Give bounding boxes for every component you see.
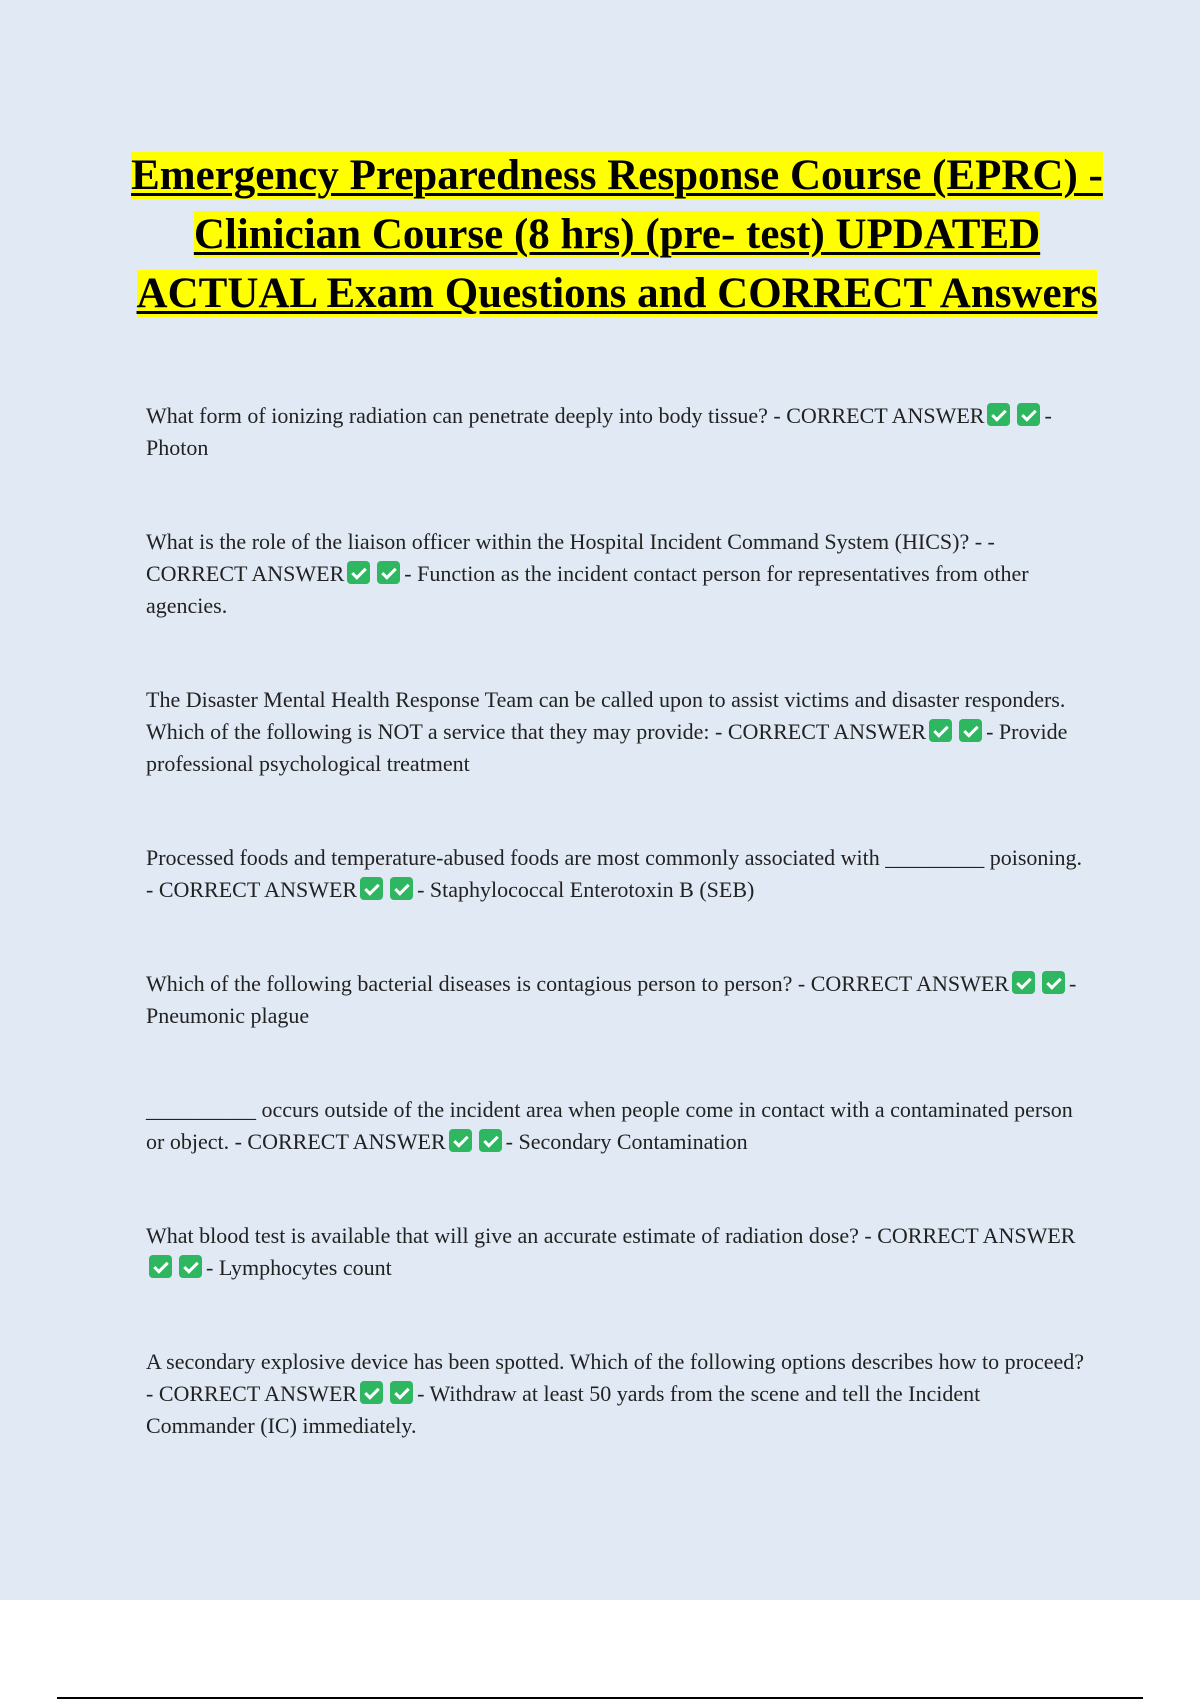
check-box-icon bbox=[360, 877, 383, 900]
question-text: What form of ionizing radiation can penetrate deeply into body tissue? bbox=[146, 403, 768, 428]
qa-item: A secondary explosive device has been spotted. Which of the following options describes how to proceed? - CORRECT ANSWER - Withdraw at least 50 yards from the scene and tell the Incident Commander (IC) immediately. bbox=[146, 1349, 1085, 1438]
qa-list bbox=[146, 400, 1091, 1504]
answer-text: Pneumonic plague bbox=[146, 1003, 310, 1028]
qa-item: What form of ionizing radiation can penetrate deeply into body tissue? - CORRECT ANSWER - Photon bbox=[146, 403, 1052, 460]
answer-text: Secondary Contamination bbox=[518, 1129, 748, 1154]
answer-text: Lymphocytes count bbox=[218, 1255, 392, 1280]
check-box-icon bbox=[377, 561, 400, 584]
answer-text: Withdraw at least 50 yards from the scene and tell the Incident Commander (IC) immediately. bbox=[146, 1381, 981, 1438]
question-text: Which of the following bacterial diseases is contagious person to person? bbox=[146, 971, 793, 996]
check-box-icon bbox=[479, 1129, 502, 1152]
answer-text: Function as the incident contact person for representatives from other agencies. bbox=[146, 561, 1029, 618]
check-box-icon bbox=[959, 719, 982, 742]
question-text: A secondary explosive device has been spotted. Which of the following options describes how to proceed? bbox=[146, 1349, 1085, 1374]
qa-item: What is the role of the liaison officer within the Hospital Incident Command System (HICS)? - - CORRECT ANSWER - Function as the incident contact person for representatives from other agencies. bbox=[146, 529, 1029, 618]
answer-text: Photon bbox=[146, 435, 209, 460]
answer-marker: - CORRECT ANSWER bbox=[146, 877, 358, 902]
answer-marker: - CORRECT ANSWER bbox=[797, 971, 1009, 996]
answer-text: Staphylococcal Enterotoxin B (SEB) bbox=[429, 877, 755, 902]
answer-marker: - CORRECT ANSWER bbox=[864, 1223, 1076, 1248]
check-box-icon bbox=[1012, 971, 1035, 994]
qa-item: Which of the following bacterial diseases is contagious person to person? - CORRECT ANSWER - Pneumonic plague bbox=[146, 971, 1077, 1028]
qa-item: What blood test is available that will give an accurate estimate of radiation dose? - CORRECT ANSWER- Lymphocytes count bbox=[146, 1223, 1076, 1280]
check-box-icon bbox=[179, 1255, 202, 1278]
answer-marker: - CORRECT ANSWER bbox=[715, 719, 927, 744]
question-text: __________ occurs outside of the incident area when people come in contact with a contaminated person or object. bbox=[146, 1097, 1073, 1154]
answer-marker: - CORRECT ANSWER bbox=[773, 403, 985, 428]
question-text: The Disaster Mental Health Response Team can be called upon to assist victims and disaster responders. Which of the following is NOT a service that they may provide: bbox=[146, 687, 1066, 744]
document-title bbox=[130, 146, 1104, 323]
check-box-icon bbox=[449, 1129, 472, 1152]
check-box-icon bbox=[987, 403, 1010, 426]
qa-item: Processed foods and temperature-abused foods are most commonly associated with _________ poisoning. - CORRECT ANSWER - Staphylococcal Enterotoxin B (SEB) bbox=[146, 845, 1083, 902]
answer-marker: - CORRECT ANSWER bbox=[146, 529, 995, 586]
question-text: Processed foods and temperature-abused foods are most commonly associated with _________ poisoning. bbox=[146, 845, 1083, 870]
qa-item: The Disaster Mental Health Response Team can be called upon to assist victims and disaster responders. Which of the following is NOT a service that they may provide: - CORRECT ANSWER - Provide professional psychological treatment bbox=[146, 687, 1068, 776]
check-box-icon bbox=[149, 1255, 172, 1278]
check-box-icon bbox=[1017, 403, 1040, 426]
answer-marker: - CORRECT ANSWER bbox=[146, 1381, 358, 1406]
check-box-icon bbox=[347, 561, 370, 584]
answer-text: Provide professional psychological treatment bbox=[146, 719, 1068, 776]
answer-marker: - CORRECT ANSWER bbox=[234, 1129, 446, 1154]
document-title-text: Emergency Preparedness Response Course (EPRC) - Clinician Course (8 hrs) (pre- test) UPDATED ACTUAL Exam Questions and CORRECT Answers bbox=[131, 152, 1103, 317]
question-text: What blood test is available that will give an accurate estimate of radiation dose? bbox=[146, 1223, 859, 1248]
qa-item: __________ occurs outside of the incident area when people come in contact with a contaminated person or object. - CORRECT ANSWER - Secondary Contamination bbox=[146, 1097, 1073, 1154]
footer-divider bbox=[57, 1697, 1143, 1699]
check-box-icon bbox=[390, 1381, 413, 1404]
check-box-icon bbox=[390, 877, 413, 900]
check-box-icon bbox=[929, 719, 952, 742]
check-box-icon bbox=[360, 1381, 383, 1404]
question-text: What is the role of the liaison officer within the Hospital Incident Command System (HICS)? bbox=[146, 529, 970, 554]
check-box-icon bbox=[1042, 971, 1065, 994]
